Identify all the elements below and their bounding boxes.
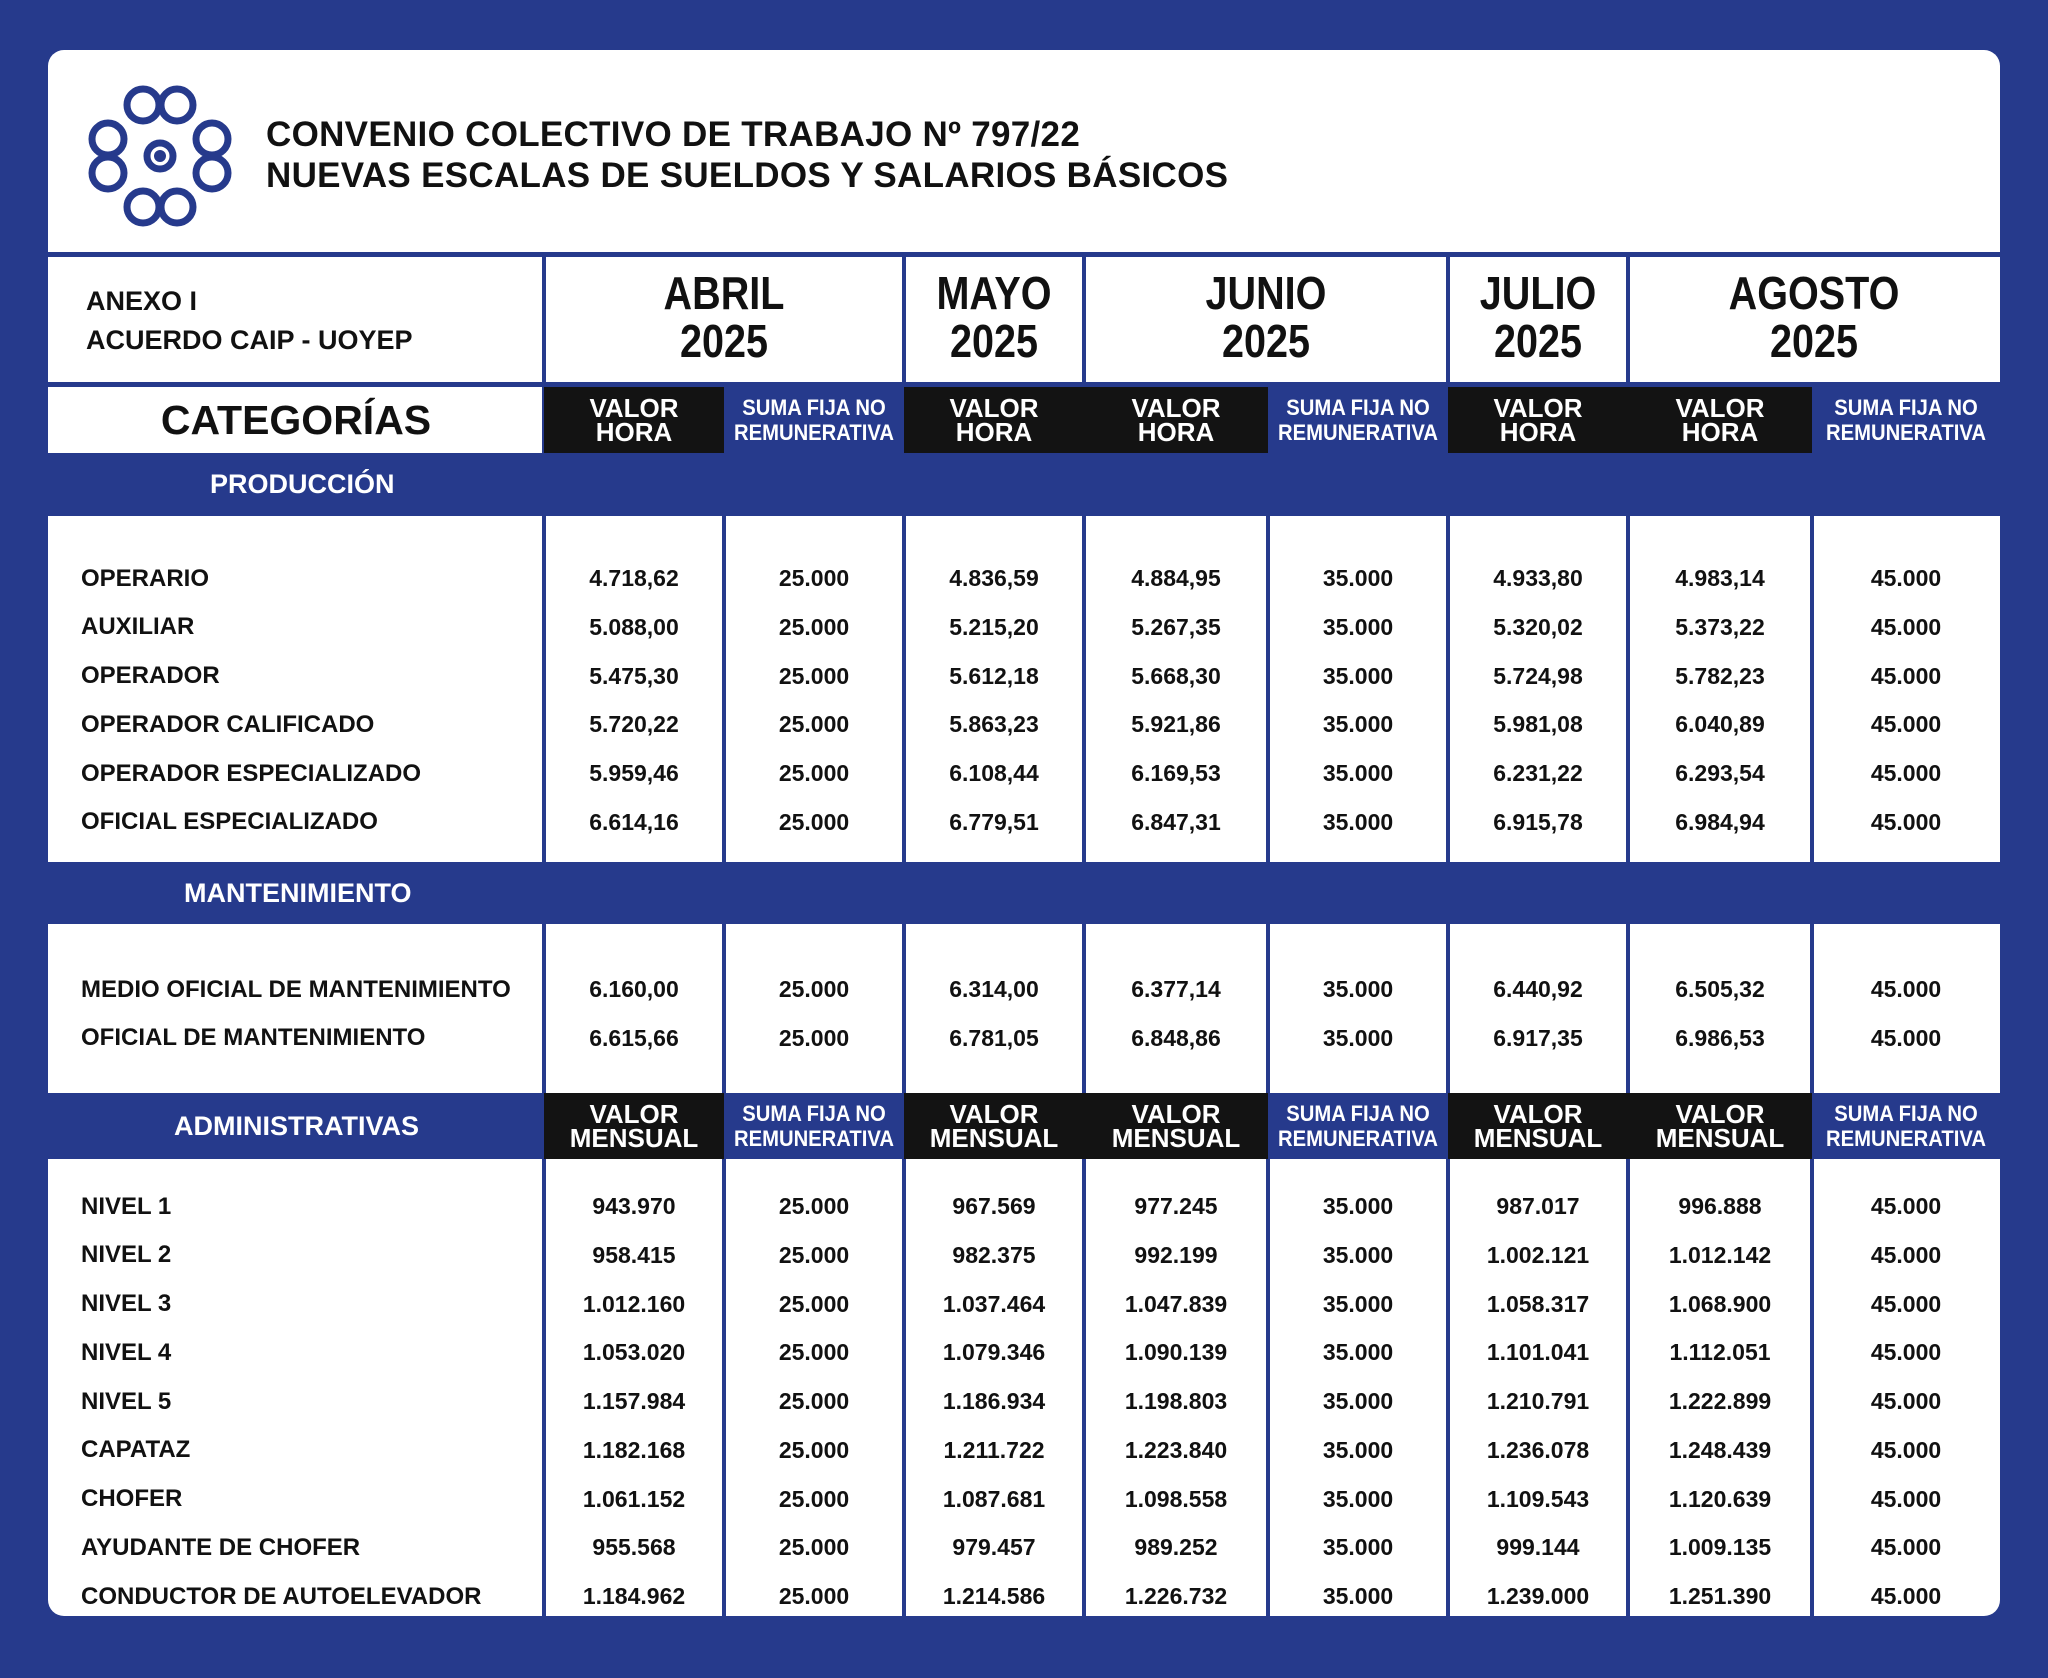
table-cell: 45.000 xyxy=(1870,1290,1942,1317)
table-cell: 35.000 xyxy=(1322,808,1394,835)
month-name: MAYO xyxy=(936,267,1052,319)
subheader-line-1: SUMA FIJA NO xyxy=(1286,395,1430,420)
table-cell: 999.144 xyxy=(1496,1534,1580,1561)
table-cell: 996.888 xyxy=(1678,1193,1762,1219)
table-cell: 6.848,86 xyxy=(1131,1024,1221,1051)
table-row xyxy=(48,749,2000,798)
subheader-line-2: MENSUAL xyxy=(1655,1123,1785,1153)
table-cell: 35.000 xyxy=(1322,1290,1394,1317)
table-row xyxy=(48,1523,2000,1572)
subheader-hora-0 xyxy=(544,387,724,453)
month-header-mayo xyxy=(917,252,1072,382)
table-cell: 45.000 xyxy=(1870,1436,1942,1463)
table-cell: 1.186.934 xyxy=(942,1388,1046,1414)
table-row xyxy=(48,1280,2000,1329)
month-year: 2025 xyxy=(679,315,769,367)
subheader-hora-1 xyxy=(731,387,897,453)
table-cell: 1.251.390 xyxy=(1668,1583,1772,1609)
table-cell: 6.779,51 xyxy=(949,808,1039,835)
subheader-line-1: VALOR xyxy=(1131,1099,1221,1129)
union-flower-logo-icon xyxy=(86,83,234,229)
subheader-hora-7 xyxy=(1820,387,1993,453)
table-row xyxy=(48,1572,2000,1616)
row-category-label: OPERARIO xyxy=(81,564,210,592)
table-cell: 4.983,14 xyxy=(1675,565,1765,591)
table-row xyxy=(48,1475,2000,1524)
row-category-label: CONDUCTOR DE AUTOELEVADOR xyxy=(81,1582,482,1610)
table-row xyxy=(48,1182,2000,1231)
table-cell: 45.000 xyxy=(1870,1024,1942,1051)
subheader-line-1: VALOR xyxy=(1675,1099,1765,1129)
title-line-2: NUEVAS ESCALAS DE SUELDOS Y SALARIOS BÁSICOS xyxy=(266,156,1229,195)
categorias-label: CATEGORÍAS xyxy=(160,396,432,443)
subheader-line-1: VALOR xyxy=(589,1099,679,1129)
table-cell: 5.320,02 xyxy=(1493,613,1583,640)
table-cell: 5.215,20 xyxy=(949,613,1039,640)
table-cell: 45.000 xyxy=(1870,1534,1942,1561)
month-header-agosto xyxy=(1654,252,1974,382)
table-cell: 6.505,32 xyxy=(1675,976,1765,1002)
table-row xyxy=(48,603,2000,652)
table-cell: 1.058.317 xyxy=(1486,1290,1590,1317)
month-name: JUNIO xyxy=(1205,267,1327,319)
row-category-label: OPERADOR xyxy=(81,662,220,689)
table-cell: 45.000 xyxy=(1870,1388,1942,1414)
table-cell: 1.068.900 xyxy=(1668,1290,1772,1317)
table-cell: 5.921,86 xyxy=(1131,711,1221,738)
table-cell: 1.037.464 xyxy=(942,1290,1046,1317)
row-category-label: NIVEL 5 xyxy=(81,1387,172,1415)
subheader-hora-6 xyxy=(1628,387,1812,453)
table-cell: 1.239.000 xyxy=(1486,1583,1590,1609)
table-cell: 989.252 xyxy=(1134,1534,1218,1561)
subheader-mensual-7 xyxy=(1820,1093,1993,1159)
table-cell: 5.612,18 xyxy=(949,662,1039,689)
anexo-label xyxy=(86,282,413,360)
table-cell: 25.000 xyxy=(778,1583,850,1609)
table-cell: 45.000 xyxy=(1870,662,1942,689)
table-cell: 4.718,62 xyxy=(589,565,679,591)
subheader-line-1: SUMA FIJA NO xyxy=(1834,1101,1978,1126)
table-cell: 45.000 xyxy=(1870,711,1942,738)
table-cell: 6.169,53 xyxy=(1131,760,1221,786)
table-cell: 35.000 xyxy=(1322,1339,1394,1366)
table-cell: 45.000 xyxy=(1870,565,1942,591)
table-cell: 5.668,30 xyxy=(1131,662,1221,689)
table-cell: 6.440,92 xyxy=(1493,976,1583,1002)
table-cell: 1.109.543 xyxy=(1486,1485,1590,1512)
row-category-label: NIVEL 3 xyxy=(81,1290,172,1317)
row-category-label: CHOFER xyxy=(81,1485,183,1512)
subheader-line-1: SUMA FIJA NO xyxy=(1286,1101,1430,1126)
subheader-hora-5 xyxy=(1448,387,1628,453)
table-cell: 4.884,95 xyxy=(1131,565,1221,591)
table-cell: 45.000 xyxy=(1870,1583,1942,1609)
table-cell: 6.986,53 xyxy=(1675,1024,1765,1051)
document-title xyxy=(266,114,1228,196)
table-cell: 45.000 xyxy=(1870,1485,1942,1512)
table-cell: 35.000 xyxy=(1322,662,1394,689)
table-cell: 6.040,89 xyxy=(1675,711,1765,738)
table-cell: 5.720,22 xyxy=(589,711,679,738)
table-cell: 25.000 xyxy=(778,1534,850,1561)
table-cell: 5.267,35 xyxy=(1131,613,1221,640)
subheader-mensual-3 xyxy=(1084,1093,1268,1159)
table-cell: 45.000 xyxy=(1870,760,1942,786)
month-year: 2025 xyxy=(1769,315,1859,367)
table-cell: 6.314,00 xyxy=(949,976,1039,1002)
table-cell: 5.724,98 xyxy=(1493,662,1583,689)
subheader-line-2: HORA xyxy=(1137,417,1215,447)
anexo-line-2: ACUERDO CAIP - UOYEP xyxy=(86,325,413,355)
table-cell: 4.933,80 xyxy=(1493,565,1583,591)
table-cell: 967.569 xyxy=(952,1193,1036,1219)
subheader-mensual-6 xyxy=(1628,1093,1812,1159)
subheader-line-1: VALOR xyxy=(949,393,1039,423)
table-cell: 25.000 xyxy=(778,1388,850,1414)
table-cell: 1.222.899 xyxy=(1668,1388,1772,1414)
table-cell: 35.000 xyxy=(1322,1485,1394,1512)
subheader-line-2: HORA xyxy=(955,417,1033,447)
table-cell: 5.959,46 xyxy=(589,760,679,786)
table-cell: 25.000 xyxy=(778,760,850,786)
table-cell: 35.000 xyxy=(1322,976,1394,1002)
table-cell: 1.090.139 xyxy=(1124,1339,1228,1366)
subheader-line-2: MENSUAL xyxy=(1473,1123,1603,1153)
table-cell: 25.000 xyxy=(778,711,850,738)
table-cell: 992.199 xyxy=(1134,1241,1218,1268)
subheader-hora-3 xyxy=(1084,387,1268,453)
table-cell: 45.000 xyxy=(1870,1193,1942,1219)
table-cell: 1.009.135 xyxy=(1668,1534,1772,1561)
table-cell: 25.000 xyxy=(778,1339,850,1366)
section-title-mantenimiento: MANTENIMIENTO xyxy=(184,877,412,908)
table-row xyxy=(48,652,2000,701)
table-cell: 6.160,00 xyxy=(589,976,679,1002)
subheader-line-2: REMUNERATIVA xyxy=(733,1126,895,1151)
subheader-mensual-1 xyxy=(731,1093,897,1159)
subheader-line-1: VALOR xyxy=(1131,393,1221,423)
table-cell: 35.000 xyxy=(1322,1583,1394,1609)
subheader-line-1: VALOR xyxy=(589,393,679,423)
table-row xyxy=(48,1426,2000,1475)
table-row xyxy=(48,1014,2000,1063)
table-cell: 1.098.558 xyxy=(1124,1485,1228,1512)
table-row xyxy=(48,554,2000,603)
row-category-label: NIVEL 4 xyxy=(81,1338,172,1366)
table-cell: 5.981,08 xyxy=(1493,711,1583,738)
table-cell: 6.377,14 xyxy=(1131,976,1221,1002)
table-cell: 25.000 xyxy=(778,1024,850,1051)
table-cell: 45.000 xyxy=(1870,976,1942,1002)
table-cell: 6.781,05 xyxy=(949,1024,1039,1051)
table-cell: 1.012.160 xyxy=(582,1290,686,1317)
table-cell: 1.087.681 xyxy=(942,1485,1046,1512)
subheader-line-2: REMUNERATIVA xyxy=(1825,420,1987,445)
table-cell: 45.000 xyxy=(1870,808,1942,835)
table-cell: 1.101.041 xyxy=(1486,1339,1590,1366)
table-row xyxy=(48,700,2000,749)
month-year: 2025 xyxy=(1221,315,1311,367)
subheader-mensual-5 xyxy=(1448,1093,1628,1159)
table-cell: 987.017 xyxy=(1496,1193,1580,1219)
table-cell: 6.915,78 xyxy=(1493,808,1583,835)
table-cell: 977.245 xyxy=(1134,1193,1218,1219)
anexo-line-1: ANEXO I xyxy=(86,286,198,316)
table-cell: 1.053.020 xyxy=(582,1339,686,1366)
table-cell: 1.184.962 xyxy=(582,1583,686,1609)
subheader-hora-4 xyxy=(1275,387,1441,453)
subheader-line-1: VALOR xyxy=(1493,1099,1583,1129)
table-cell: 35.000 xyxy=(1322,760,1394,786)
month-year: 2025 xyxy=(949,315,1039,367)
month-header-abril xyxy=(569,252,879,382)
month-name: ABRIL xyxy=(663,267,785,319)
subheader-line-2: HORA xyxy=(1499,417,1577,447)
subheader-line-1: SUMA FIJA NO xyxy=(742,395,886,420)
table-cell: 958.415 xyxy=(592,1241,676,1268)
table-cell: 1.226.732 xyxy=(1124,1583,1228,1609)
table-cell: 5.475,30 xyxy=(589,662,679,689)
section-title-administrativas: ADMINISTRATIVAS xyxy=(174,1110,419,1141)
subheader-hora-2 xyxy=(904,387,1084,453)
table-cell: 4.836,59 xyxy=(949,565,1039,591)
table-cell: 35.000 xyxy=(1322,1534,1394,1561)
subheader-line-2: MENSUAL xyxy=(929,1123,1059,1153)
table-cell: 25.000 xyxy=(778,1485,850,1512)
table-cell: 5.863,23 xyxy=(949,711,1039,738)
table-cell: 1.112.051 xyxy=(1669,1339,1771,1366)
table-cell: 35.000 xyxy=(1322,1388,1394,1414)
month-header-junio xyxy=(1109,252,1422,382)
table-cell: 1.061.152 xyxy=(582,1485,686,1512)
row-category-label: OFICIAL DE MANTENIMIENTO xyxy=(81,1024,426,1052)
subheader-line-2: MENSUAL xyxy=(569,1123,699,1153)
row-category-label: AYUDANTE DE CHOFER xyxy=(81,1533,361,1561)
table-cell: 1.079.346 xyxy=(942,1339,1046,1366)
table-cell: 35.000 xyxy=(1322,1436,1394,1463)
table-cell: 25.000 xyxy=(778,613,850,640)
subheader-line-1: VALOR xyxy=(1493,393,1583,423)
table-cell: 1.120.639 xyxy=(1668,1485,1772,1512)
table-cell: 45.000 xyxy=(1870,1241,1942,1268)
table-cell: 35.000 xyxy=(1322,711,1394,738)
table-cell: 1.198.803 xyxy=(1124,1388,1228,1414)
subheader-line-1: SUMA FIJA NO xyxy=(1834,395,1978,420)
table-cell: 35.000 xyxy=(1322,565,1394,591)
month-name: AGOSTO xyxy=(1728,267,1900,319)
table-cell: 5.373,22 xyxy=(1675,613,1765,640)
subheader-line-1: SUMA FIJA NO xyxy=(742,1101,886,1126)
section-title-produccion: PRODUCCIÓN xyxy=(210,469,395,499)
table-cell: 6.293,54 xyxy=(1675,760,1765,786)
table-cell: 955.568 xyxy=(592,1534,676,1561)
table-cell: 1.210.791 xyxy=(1486,1388,1590,1414)
table-cell: 979.457 xyxy=(952,1534,1036,1561)
table-cell: 1.211.722 xyxy=(943,1436,1045,1463)
table-cell: 6.231,22 xyxy=(1493,760,1583,786)
table-cell: 25.000 xyxy=(778,662,850,689)
table-row xyxy=(48,798,2000,847)
table-cell: 1.047.839 xyxy=(1124,1290,1228,1317)
row-category-label: OPERADOR CALIFICADO xyxy=(81,710,375,738)
subheader-line-1: VALOR xyxy=(949,1099,1039,1129)
table-cell: 1.223.840 xyxy=(1124,1436,1228,1463)
subheader-line-2: MENSUAL xyxy=(1111,1123,1241,1153)
table-cell: 25.000 xyxy=(778,1241,850,1268)
table-cell: 943.970 xyxy=(592,1193,676,1219)
subheader-line-1: VALOR xyxy=(1675,393,1765,423)
table-cell: 6.984,94 xyxy=(1675,808,1765,835)
table-row xyxy=(48,1328,2000,1377)
table-cell: 982.375 xyxy=(952,1241,1036,1268)
table-cell: 5.782,23 xyxy=(1675,662,1765,689)
subheader-line-2: REMUNERATIVA xyxy=(733,420,895,445)
table-cell: 6.614,16 xyxy=(589,808,679,835)
table-cell: 1.236.078 xyxy=(1486,1436,1590,1463)
table-cell: 1.157.984 xyxy=(582,1388,686,1414)
row-category-label: OFICIAL ESPECIALIZADO xyxy=(81,808,378,836)
subheader-line-2: REMUNERATIVA xyxy=(1277,1126,1439,1151)
month-year: 2025 xyxy=(1493,315,1583,367)
table-cell: 1.012.142 xyxy=(1668,1241,1772,1268)
row-category-label: NIVEL 1 xyxy=(81,1192,172,1220)
subheader-line-2: REMUNERATIVA xyxy=(1277,420,1439,445)
table-cell: 1.248.439 xyxy=(1668,1436,1772,1463)
table-cell: 45.000 xyxy=(1870,1339,1942,1366)
table-cell: 5.088,00 xyxy=(589,613,679,640)
month-header-julio xyxy=(1461,252,1616,382)
salary-table xyxy=(48,252,2000,1616)
table-cell: 6.917,35 xyxy=(1493,1024,1583,1051)
document-header xyxy=(48,50,2000,252)
subheader-line-2: REMUNERATIVA xyxy=(1825,1126,1987,1151)
table-cell: 6.108,44 xyxy=(949,760,1039,786)
subheader-mensual-2 xyxy=(904,1093,1084,1159)
subheader-line-2: HORA xyxy=(595,417,673,447)
salary-scale-card xyxy=(48,50,2000,1616)
table-row xyxy=(48,1231,2000,1280)
table-cell: 25.000 xyxy=(778,976,850,1002)
table-cell: 35.000 xyxy=(1322,1024,1394,1051)
month-name: JULIO xyxy=(1479,267,1597,319)
table-cell: 45.000 xyxy=(1870,613,1942,640)
subheader-mensual-4 xyxy=(1275,1093,1441,1159)
table-cell: 25.000 xyxy=(778,1436,850,1463)
row-category-label: AUXILIAR xyxy=(81,613,195,641)
table-cell: 35.000 xyxy=(1322,1241,1394,1268)
table-cell: 6.847,31 xyxy=(1131,808,1221,835)
table-cell: 1.214.586 xyxy=(942,1583,1046,1609)
row-category-label: OPERADOR ESPECIALIZADO xyxy=(81,759,422,787)
table-cell: 6.615,66 xyxy=(589,1024,679,1051)
row-category-label: NIVEL 2 xyxy=(81,1241,172,1269)
title-line-1: CONVENIO COLECTIVO DE TRABAJO Nº 797/22 xyxy=(266,115,1081,154)
row-category-label: CAPATAZ xyxy=(81,1436,191,1464)
subheader-line-2: HORA xyxy=(1681,417,1759,447)
table-cell: 1.002.121 xyxy=(1486,1241,1590,1268)
table-cell: 35.000 xyxy=(1322,613,1394,640)
table-row xyxy=(48,1377,2000,1426)
table-cell: 25.000 xyxy=(778,1290,850,1317)
table-cell: 25.000 xyxy=(778,565,850,591)
table-cell: 1.182.168 xyxy=(582,1436,686,1463)
subheader-mensual-0 xyxy=(544,1093,724,1159)
table-cell: 35.000 xyxy=(1322,1193,1394,1219)
table-row xyxy=(48,965,2000,1014)
table-cell: 25.000 xyxy=(778,808,850,835)
row-category-label: MEDIO OFICIAL DE MANTENIMIENTO xyxy=(81,975,511,1003)
table-cell: 25.000 xyxy=(778,1193,850,1219)
